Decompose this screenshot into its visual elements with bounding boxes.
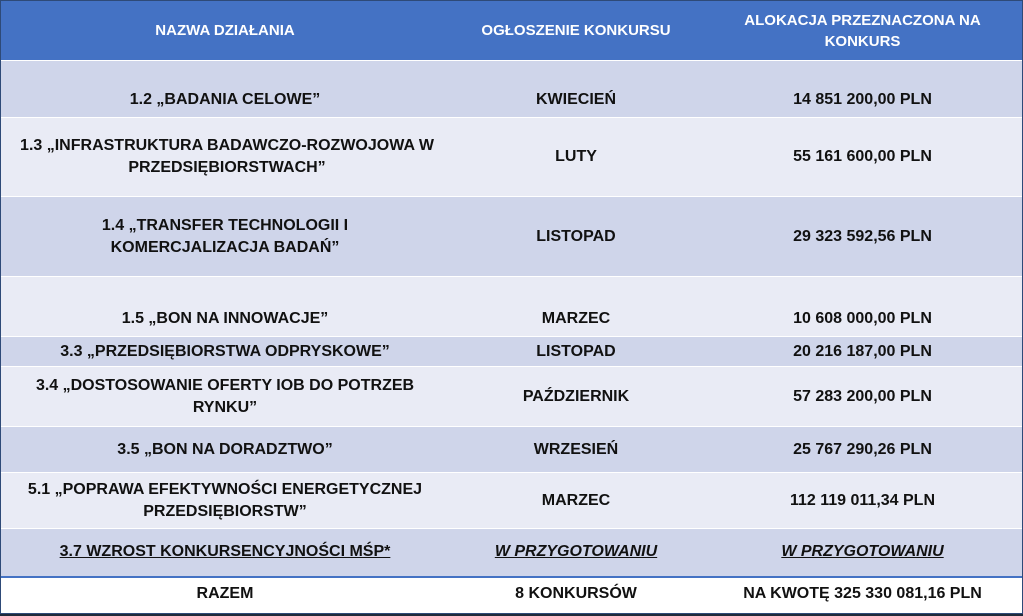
announcement-text: W PRZYGOTOWANIU: [494, 543, 658, 561]
action-name-cell: [1, 118, 449, 197]
announcement-cell: [449, 529, 703, 577]
action-name-text: 3.7 WZROST KONKURSENCYJNOŚCI MŚP*: [59, 543, 391, 561]
announcement-cell: MARZEC: [449, 473, 703, 529]
allocation-cell: 25 767 290,26 PLN: [703, 427, 1022, 473]
total-row: [1, 577, 1022, 611]
action-name-text: 5.1 „POPRAWA EFEKTYWNOŚCI ENERGETYCZNEJ PRZEDSIĘBIORSTW”: [27, 480, 423, 520]
announcement-cell: LUTY: [449, 118, 703, 197]
announcement-cell: WRZESIEŃ: [449, 427, 703, 473]
total-amount-cell: NA KWOTĘ 325 330 081,16 PLN: [703, 577, 1022, 611]
header-allocation: [703, 1, 1022, 61]
header-row: [1, 1, 1022, 61]
announcement-cell: MARZEC: [449, 277, 703, 337]
table-row: [1, 529, 1022, 577]
table-row: [1, 427, 1022, 473]
table-row: [1, 337, 1022, 367]
allocation-cell: 20 216 187,00 PLN: [703, 337, 1022, 367]
announcement-cell: KWIECIEŃ: [449, 61, 703, 118]
table-row: [1, 118, 1022, 197]
action-name-cell: 1.2 „BADANIA CELOWE”: [1, 61, 449, 118]
allocation-cell: 57 283 200,00 PLN: [703, 367, 1022, 427]
header-action-name: NAZWA DZIAŁANIA: [1, 1, 449, 61]
action-name-cell: [1, 529, 449, 577]
table-row: [1, 61, 1022, 118]
header-allocation-text: ALOKACJA PRZEZNACZONA NA KONKURS: [744, 11, 981, 50]
announcement-cell: PAŹDZIERNIK: [449, 367, 703, 427]
allocation-table: [1, 1, 1022, 611]
action-name-text: 1.3 „INFRASTRUKTURA BADAWCZO-ROZWOJOWA W PRZEDSIĘBIORSTWACH”: [20, 137, 434, 176]
allocation-cell: 112 119 011,34 PLN: [703, 473, 1022, 529]
allocation-cell: 10 608 000,00 PLN: [703, 277, 1022, 337]
allocation-text: W PRZYGOTOWANIU: [781, 543, 944, 561]
announcement-cell: LISTOPAD: [449, 337, 703, 367]
action-name-cell: 1.5 „BON NA INNOWACJE”: [1, 277, 449, 337]
table-row: [1, 473, 1022, 529]
total-count-cell: 8 KONKURSÓW: [449, 577, 703, 611]
header-announcement: OGŁOSZENIE KONKURSU: [449, 1, 703, 61]
action-name-cell: [1, 473, 449, 529]
action-name-text: 3.4 „DOSTOSOWANIE OFERTY IOB DO POTRZEB RYNKU”: [35, 376, 415, 416]
action-name-text: 1.4 „TRANSFER TECHNOLOGII I KOMERCJALIZACJA BADAŃ”: [101, 216, 349, 256]
action-name-cell: 3.3 „PRZEDSIĘBIORSTWA ODPRYSKOWE”: [1, 337, 449, 367]
allocation-cell: 29 323 592,56 PLN: [703, 197, 1022, 277]
action-name-cell: 3.5 „BON NA DORADZTWO”: [1, 427, 449, 473]
table-row: [1, 367, 1022, 427]
action-name-cell: [1, 367, 449, 427]
table-row: [1, 197, 1022, 277]
announcement-cell: LISTOPAD: [449, 197, 703, 277]
allocation-cell: 14 851 200,00 PLN: [703, 61, 1022, 118]
allocation-cell: 55 161 600,00 PLN: [703, 118, 1022, 197]
action-name-cell: [1, 197, 449, 277]
allocation-cell: [703, 529, 1022, 577]
table-row: [1, 277, 1022, 337]
total-label-cell: RAZEM: [1, 577, 449, 611]
